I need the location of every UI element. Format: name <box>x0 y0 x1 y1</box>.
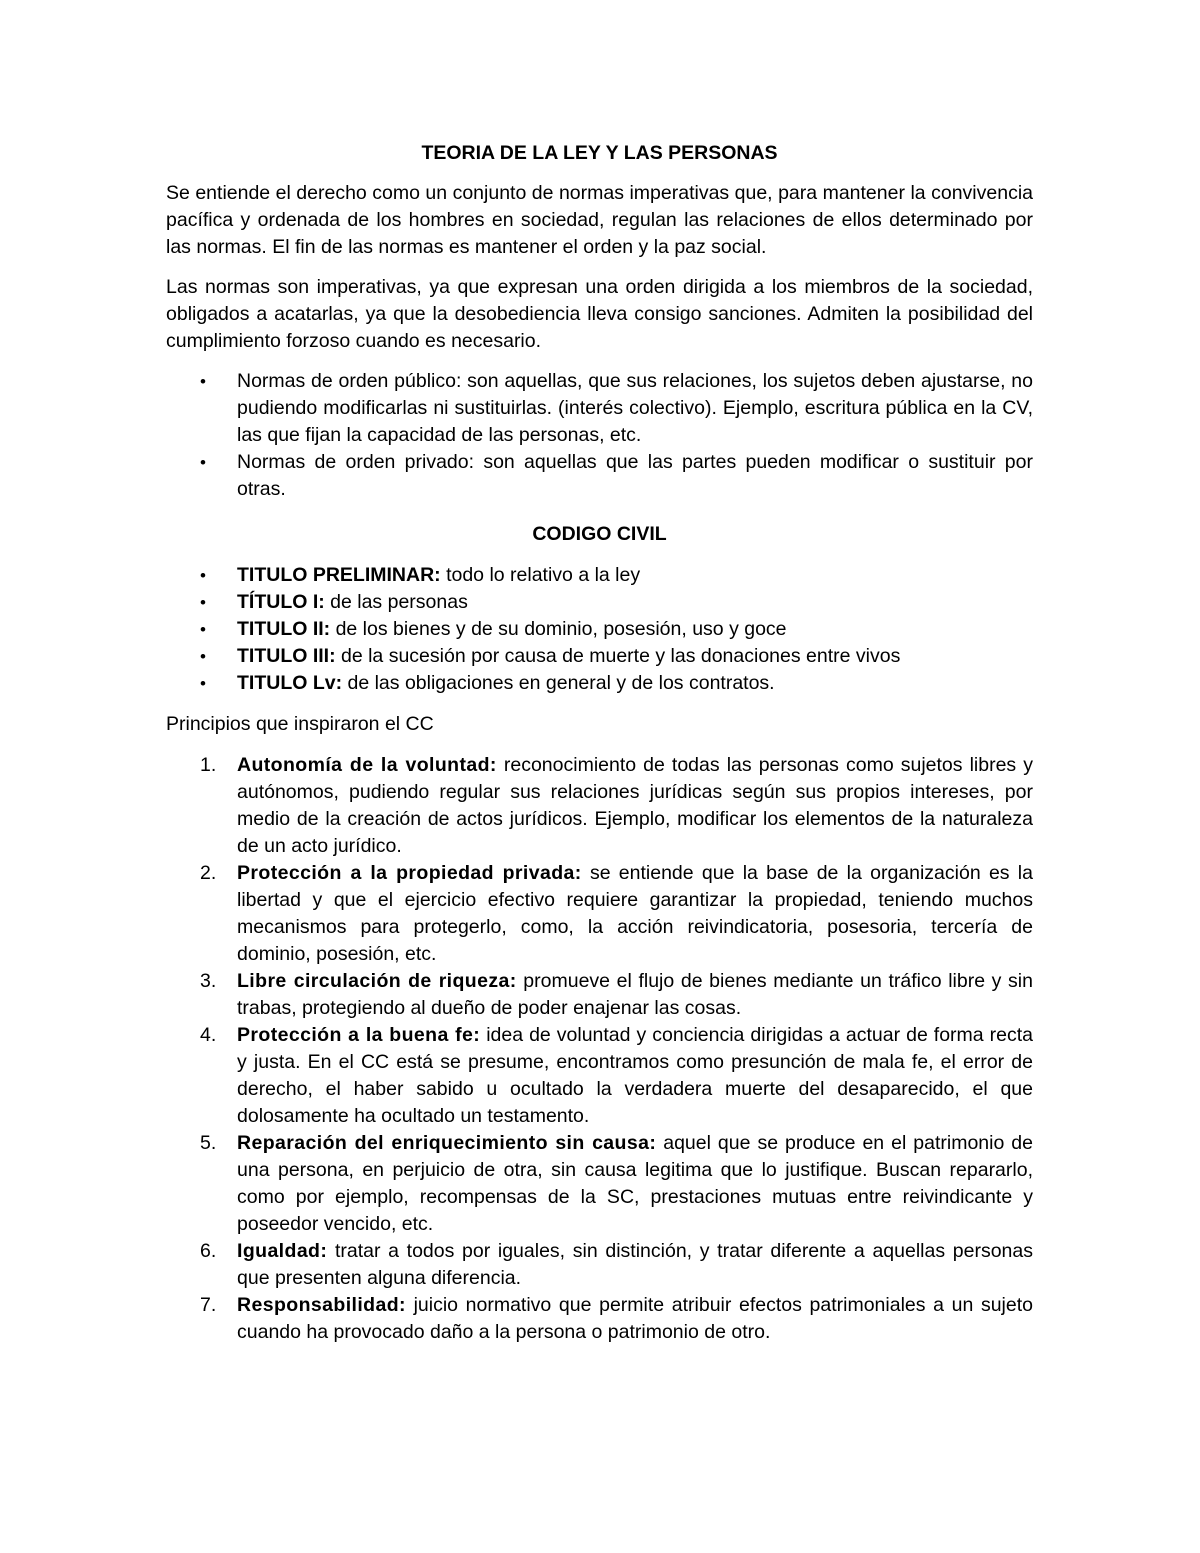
norm-types-list <box>166 368 1033 503</box>
principle-term: Igualdad: <box>237 1240 328 1262</box>
bullet-icon: • <box>200 453 206 472</box>
title-description: de las personas <box>324 591 468 613</box>
principle-description: juicio normativo que permite atribuir efectos patrimoniales a un sujeto cuando ha provocado daño a la persona o patrimonio de otro. <box>237 1294 1033 1343</box>
principle-description: promueve el flujo de bienes mediante un tráfico libre y sin trabas, protegiendo al dueño de poder enajenar las cosas. <box>237 970 1033 1019</box>
principle-term: Autonomía de la voluntad: <box>237 754 497 776</box>
item-number: 6. <box>200 1240 217 1262</box>
item-number: 5. <box>200 1132 217 1154</box>
bullet-icon: • <box>200 566 206 585</box>
list-item <box>166 562 1033 589</box>
title-description: de la sucesión por causa de muerte y las donaciones entre vivos <box>335 645 901 667</box>
list-item <box>166 1022 1033 1130</box>
title-description: de los bienes y de su dominio, posesión, uso y goce <box>330 618 787 640</box>
title-description: todo lo relativo a la ley <box>440 564 641 586</box>
titles-list <box>166 562 1033 697</box>
title-term: TITULO III: <box>237 645 336 667</box>
list-item <box>166 752 1033 860</box>
item-number: 3. <box>200 970 217 992</box>
principle-term: Protección a la buena fe: <box>237 1024 481 1046</box>
principle-description: aquel que se produce en el patrimonio de una persona, en perjuicio de otra, sin causa legitima que lo justifique. Buscan repararlo, como por ejemplo, recompensas de la SC, prestaciones mutuas entre reivindicante y poseedor vencido, etc. <box>237 1132 1033 1235</box>
principle-description: tratar a todos por iguales, sin distinción, y tratar diferente a aquellas personas que presenten alguna diferencia. <box>237 1240 1033 1289</box>
bullet-icon: • <box>200 593 206 612</box>
list-item <box>166 1238 1033 1292</box>
principle-description: reconocimiento de todas las personas como sujetos libres y autónomos, pudiendo regular sus relaciones jurídicas según sus propios intereses, por medio de la creación de actos jurídicos. Ejemplo, modificar los elementos de la naturaleza de un acto jurídico. <box>237 754 1033 857</box>
item-number: 1. <box>200 754 217 776</box>
list-item <box>166 968 1033 1022</box>
bullet-icon: • <box>200 372 206 391</box>
principle-term: Protección a la propiedad privada: <box>237 862 582 884</box>
paragraph-normas: Las normas son imperativas, ya que expresan una orden dirigida a los miembros de la sociedad, obligados a acatarlas, ya que la desobediencia lleva consigo sanciones. Admiten la posibilidad del cumplimiento forzoso cuando es necesario. <box>166 276 1033 352</box>
title-term: TÍTULO I: <box>237 591 325 613</box>
list-item <box>166 1292 1033 1346</box>
list-item-text: Normas de orden público: son aquellas, que sus relaciones, los sujetos deben ajustarse, no pudiendo modificarlas ni sustituirlas. (interés colectivo). Ejemplo, escritura pública en la CV, las que fijan la capacidad de las personas, etc. <box>237 370 1033 446</box>
bullet-icon: • <box>200 647 206 666</box>
item-number: 4. <box>200 1024 217 1046</box>
section-title: CODIGO CIVIL <box>532 523 667 545</box>
title-description: de las obligaciones en general y de los contratos. <box>342 672 775 694</box>
list-item <box>166 616 1033 643</box>
list-item <box>166 670 1033 697</box>
document-page <box>166 140 1033 1346</box>
principles-intro: Principios que inspiraron el CC <box>166 713 434 735</box>
bullet-icon: • <box>200 674 206 693</box>
bullet-icon: • <box>200 620 206 639</box>
list-item <box>166 860 1033 968</box>
list-item <box>166 368 1033 449</box>
principle-description: se entiende que la base de la organización es la libertad y que el ejercicio efectivo requiere garantizar la propiedad, teniendo muchos mecanismos para protegerlo, como, la acción reivindicatoria, posesoria, tercería de dominio, posesión, etc. <box>237 862 1033 965</box>
paragraph-derecho: Se entiende el derecho como un conjunto de normas imperativas que, para mantener la convivencia pacífica y ordenada de los hombres en sociedad, regulan las relaciones de ellos determinado por las normas. El fin de las normas es mantener el orden y la paz social. <box>166 182 1033 258</box>
list-item-text: Normas de orden privado: son aquellas que las partes pueden modificar o sustituir por otras. <box>237 451 1033 500</box>
principles-list <box>166 752 1033 1346</box>
item-number: 7. <box>200 1294 217 1316</box>
item-number: 2. <box>200 862 217 884</box>
list-item <box>166 449 1033 503</box>
principle-description: idea de voluntad y conciencia dirigidas a actuar de forma recta y justa. En el CC está se presume, encontramos como presunción de mala fe, el error de derecho, el haber sabido u ocultado la verdadera muerte del desaparecido, el que dolosamente ha ocultado un testamento. <box>237 1024 1033 1127</box>
document-title: TEORIA DE LA LEY Y LAS PERSONAS <box>421 142 778 164</box>
principle-term: Responsabilidad: <box>237 1294 406 1316</box>
title-term: TITULO PRELIMINAR: <box>237 564 441 586</box>
list-item <box>166 1130 1033 1238</box>
principle-term: Reparación del enriquecimiento sin causa: <box>237 1132 657 1154</box>
principle-term: Libre circulación de riqueza: <box>237 970 517 992</box>
list-item <box>166 589 1033 616</box>
title-term: TITULO Lv: <box>237 672 343 694</box>
title-term: TITULO II: <box>237 618 331 640</box>
list-item <box>166 643 1033 670</box>
